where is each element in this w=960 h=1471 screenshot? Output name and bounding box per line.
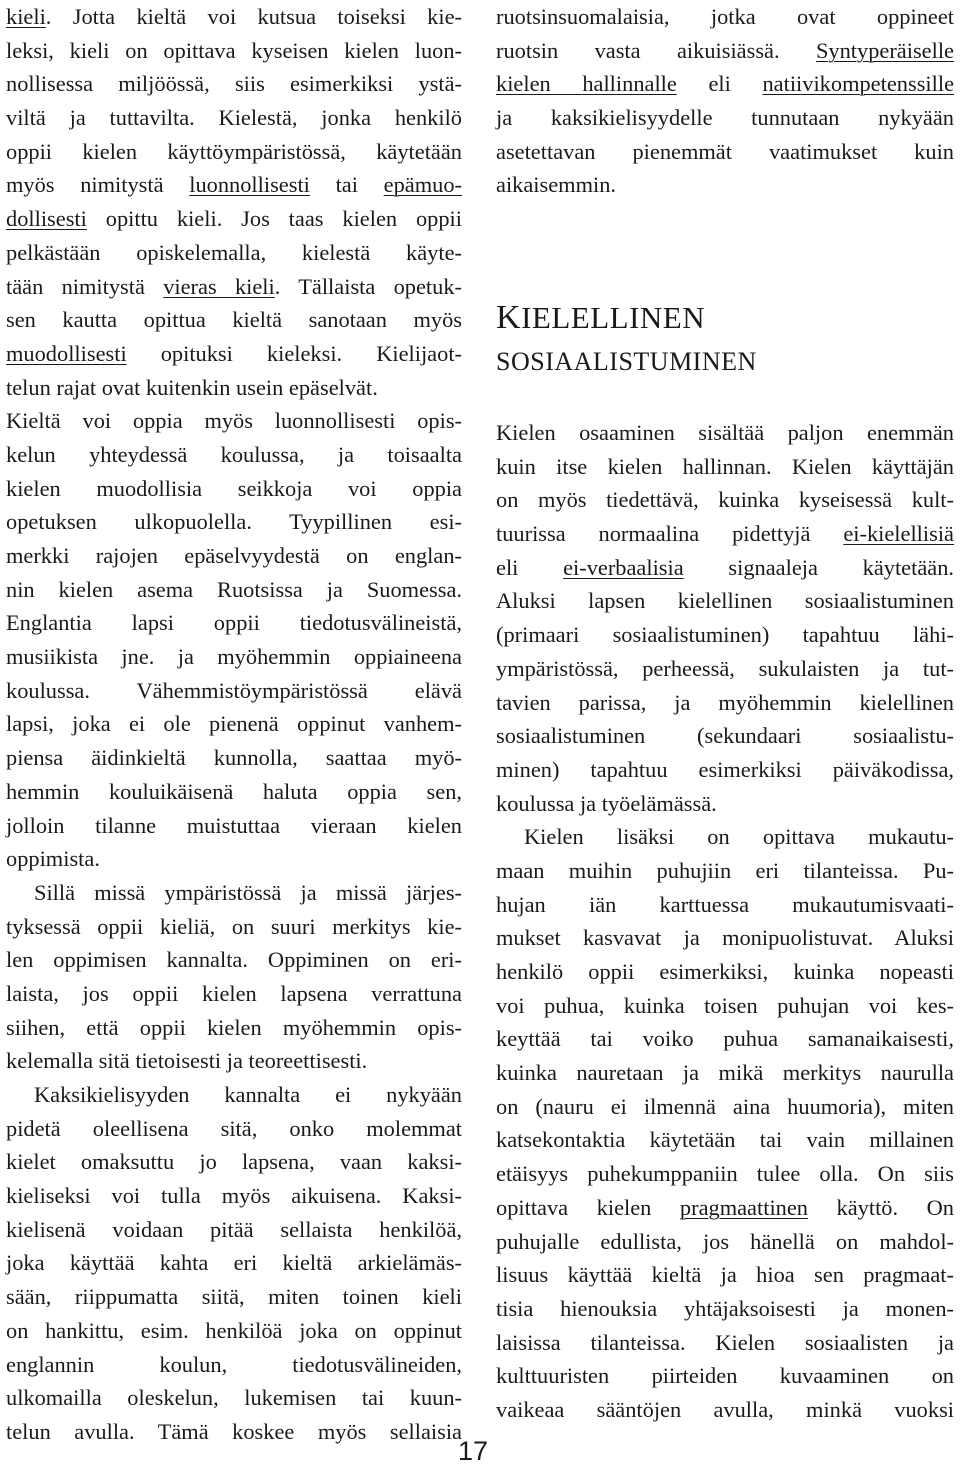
text-segment: lapsi, joka ei ole pienenä oppinut vanhem- — [6, 711, 462, 737]
text-segment: tisia hienouksia yhtäjaksoisesti ja monen- — [496, 1295, 954, 1321]
text-line — [6, 505, 462, 539]
text-segment: Kaksikielisyyden kannalta ei nykyään — [34, 1082, 462, 1107]
text-line — [6, 1348, 462, 1382]
text-segment: pelkästään opiskelemalla, kielestä käyte- — [6, 239, 462, 265]
text-line — [496, 551, 954, 585]
text-segment: myös nimitystä — [6, 172, 190, 198]
text-line — [6, 1415, 462, 1449]
text-line — [496, 854, 954, 888]
text-segment: tään nimitystä — [6, 273, 164, 299]
text-segment: koulussa. Vähemmistöympäristössä elävä — [6, 677, 462, 703]
text-segment: tuurissa normaalina pidettyjä — [496, 521, 844, 547]
section-heading — [496, 296, 757, 384]
text-segment: kulttuuristen piirteiden kuvaaminen on — [496, 1363, 954, 1389]
text-line — [496, 1191, 954, 1225]
text-segment: sen kautta opittua kieltä sanotaan myös — [6, 307, 462, 333]
page-number: 17 — [458, 1436, 489, 1466]
text-line — [6, 236, 462, 270]
text-line — [496, 34, 954, 68]
text-segment: keyttää tai voiko puhua samanaikaisesti, — [496, 1026, 954, 1052]
text-line — [496, 652, 954, 686]
text-segment: opittava kielen — [496, 1194, 680, 1220]
text-line — [496, 1393, 954, 1427]
text-segment: siihen, että oppii kielen myöhemmin opis- — [6, 1014, 462, 1040]
text-segment: tavien parissa, ja myöhemmin kielellinen — [496, 689, 954, 715]
text-line — [6, 270, 462, 304]
text-segment: mukset kasvavat ja monipuolistuvat. Aluksi — [496, 925, 954, 951]
paragraph-mukautuminen — [496, 820, 954, 1426]
text-line — [496, 67, 954, 101]
text-line — [496, 719, 954, 753]
text-segment: laisissa tilanteissa. Kielen sosiaalisten ja — [496, 1329, 954, 1355]
text-segment: kielisenä voidaan pitää sellaista henkilöä, — [6, 1216, 462, 1242]
text-line — [6, 539, 462, 573]
text-line — [6, 1381, 462, 1415]
text-segment: kielen muodollisia seikkoja voi oppia — [6, 475, 462, 501]
underlined-term: muodollisesti — [6, 340, 127, 366]
text-segment: telun avulla. Tämä koskee myös sellaisia — [6, 1418, 462, 1444]
text-segment: Kielen osaaminen sisältää paljon enemmän — [496, 420, 954, 445]
text-line — [6, 977, 462, 1011]
text-line — [496, 584, 954, 618]
text-segment: tai — [309, 172, 384, 198]
text-line — [496, 1359, 954, 1393]
text-line — [6, 809, 462, 843]
text-segment: katsekontaktia käytetään tai vain millainen — [496, 1127, 954, 1153]
text-line — [496, 955, 954, 989]
text-line — [496, 1123, 954, 1157]
underlined-term: pragmaattinen — [679, 1194, 808, 1220]
text-segment: eli — [676, 71, 763, 97]
text-segment: merkki rajojen epäselvyydestä on englan- — [6, 543, 462, 568]
text-line — [6, 741, 462, 775]
text-segment: maan muihin puhujiin eri tilanteissa. Pu- — [496, 857, 954, 883]
text-segment: Englantia lapsi oppii tiedotusvälineistä, — [6, 610, 462, 636]
underlined-term: luonnollisesti — [189, 172, 310, 198]
text-line — [496, 450, 954, 484]
text-line — [6, 67, 462, 101]
text-line — [6, 606, 462, 640]
text-line — [496, 1022, 954, 1056]
text-segment: Aluksi lapsen kielellinen sosiaalistuminen — [496, 588, 954, 614]
text-segment: kelun yhteydessä koulussa, ja toisaalta — [6, 441, 462, 467]
text-line — [6, 371, 462, 405]
text-line — [496, 483, 954, 517]
text-line — [496, 168, 954, 202]
text-line — [6, 1112, 462, 1146]
underlined-term: kieli — [6, 4, 46, 29]
text-line — [496, 416, 954, 450]
text-segment: telun rajat ovat kuitenkin usein epäselvät. — [6, 374, 378, 400]
text-segment: lisuus käyttää kieltä ja hioa sen pragmaat- — [496, 1262, 954, 1288]
text-line — [6, 1011, 462, 1045]
text-segment: kuin itse kielen hallinnan. Kielen käyttäjän — [496, 453, 954, 479]
text-segment: puhujalle edullista, jos hänellä on mahdol- — [496, 1228, 954, 1254]
text-segment: oppii kielen käyttöympäristössä, käytetään — [6, 138, 462, 164]
text-segment: kielet omaksuttu jo lapsena, vaan kaksi- — [6, 1149, 462, 1175]
text-line — [6, 404, 462, 438]
right-column-body — [496, 416, 954, 1427]
text-segment: hemmin kouluikäisenä haluta oppia sen, — [6, 778, 462, 804]
text-line — [6, 640, 462, 674]
text-line — [496, 0, 954, 34]
underlined-term: epämuo- — [383, 172, 462, 198]
text-segment: ja kaksikielisyydelle tunnutaan nykyään — [496, 105, 954, 131]
text-line — [6, 775, 462, 809]
text-segment: opituksi kieleksi. Kielijaot- — [126, 340, 462, 366]
text-line — [6, 303, 462, 337]
text-segment: sään, riippumatta siitä, miten toinen kieli — [6, 1284, 462, 1310]
text-line — [6, 1179, 462, 1213]
text-segment: on (nauru ei ilmennä aina huumoria), miten — [496, 1093, 954, 1119]
text-line — [496, 517, 954, 551]
text-segment: Sillä missä ympäristössä ja missä järjes- — [34, 879, 462, 905]
text-segment: nin kielen asema Ruotsissa ja Suomessa. — [6, 576, 462, 602]
text-segment: Kielen lisäksi on opittava mukautu- — [524, 824, 954, 850]
section-heading-line-1 — [496, 296, 757, 340]
text-line — [496, 1157, 954, 1191]
text-line — [496, 787, 954, 821]
text-segment: koulussa ja työelämässä. — [496, 790, 717, 816]
text-line — [496, 921, 954, 955]
text-segment: musiikista jne. ja myöhemmin oppiaineena — [6, 644, 462, 670]
underlined-term: vieras kieli — [163, 273, 275, 299]
text-line — [496, 1225, 954, 1259]
section-heading-line-2: SOSIAALISTUMINEN — [496, 347, 757, 376]
text-line — [496, 1090, 954, 1124]
text-line — [6, 842, 462, 876]
underlined-term: ei-verbaalisia — [563, 554, 684, 580]
heading-line1-rest: IELELLINEN — [521, 300, 706, 335]
underlined-term: kielen hallinnalle — [496, 71, 677, 97]
text-segment: leksi, kieli on opittava kyseisen kielen luon- — [6, 37, 462, 63]
text-line — [496, 618, 954, 652]
text-segment: hujan iän karttuessa mukautumisvaati- — [496, 891, 954, 917]
text-segment: nollisessa miljöössä, siis esimerkiksi ystä- — [6, 71, 462, 97]
text-segment: henkilö oppii esimerkiksi, kuinka nopeasti — [496, 959, 954, 984]
text-segment: opittu kieli. Jos taas kielen oppii — [86, 206, 462, 232]
text-segment: eli — [496, 554, 564, 580]
text-segment: joka käyttää kahta eri kieltä arkielämäs- — [6, 1250, 462, 1276]
text-line — [496, 686, 954, 720]
text-segment: ulkomailla oleskelun, lukemisen tai kuun- — [6, 1385, 462, 1411]
text-line — [6, 135, 462, 169]
text-segment: minen) tapahtuu esimerkiksi päiväkodissa, — [496, 756, 954, 782]
text-segment: pidetä oleellisena sitä, onko molemmat — [6, 1115, 462, 1141]
text-line — [496, 101, 954, 135]
text-segment: kuinka nauretaan ja mikä merkitys naurulla — [496, 1060, 954, 1086]
text-line — [6, 1314, 462, 1348]
text-segment: len oppimisen kannalta. Oppiminen on eri- — [6, 947, 462, 973]
text-segment: ympäristössä, perheessä, sukulaisten ja tut- — [496, 655, 954, 681]
text-segment: on myös tiedettävä, kuinka kyseisessä kult- — [496, 487, 954, 513]
text-segment: kieliseksi voi tulla myös aikuisena. Kaksi- — [6, 1183, 462, 1209]
text-line — [496, 135, 954, 169]
text-line — [496, 1056, 954, 1090]
text-segment: signaaleja käytetään. — [683, 554, 954, 580]
text-line — [6, 0, 462, 34]
text-segment: on hankittu, esim. henkilöä joka on oppinut — [6, 1317, 462, 1343]
text-segment: voi puhua, kuinka toisen puhujan voi kes- — [496, 992, 954, 1018]
text-line — [496, 1326, 954, 1360]
text-segment: opetuksen ulkopuolella. Tyypillinen esi- — [6, 509, 462, 535]
text-line — [6, 337, 462, 371]
text-line — [6, 1280, 462, 1314]
text-line — [6, 910, 462, 944]
text-line — [6, 1145, 462, 1179]
text-line — [6, 101, 462, 135]
text-line — [6, 1213, 462, 1247]
right-column-continuation — [496, 0, 954, 202]
text-segment: (primaari sosiaalistuminen) tapahtuu lähi- — [496, 622, 954, 648]
text-line — [496, 888, 954, 922]
text-segment: käyttö. On — [808, 1194, 955, 1220]
text-line — [6, 1246, 462, 1280]
text-line — [6, 876, 462, 910]
text-line — [496, 820, 954, 854]
text-segment: sosiaalistuminen (sekundaari sosiaalistu- — [496, 723, 954, 749]
underlined-term: Syntyperäiselle — [815, 37, 954, 63]
text-line — [496, 753, 954, 787]
text-line — [6, 472, 462, 506]
text-segment: Kieltä voi oppia myös luonnollisesti opis- — [6, 408, 462, 434]
text-segment: ruotsin vasta aikuisiässä. — [496, 37, 816, 63]
text-segment: jolloin tilanne muistuttaa vieraan kielen — [6, 812, 462, 838]
text-line — [496, 1292, 954, 1326]
text-segment: piensa äidinkieltä kunnolla, saattaa myö- — [6, 745, 462, 771]
text-segment: etäisyys puhekumppaniin tulee olla. On siis — [496, 1161, 954, 1187]
text-segment: vaikeaa sääntöjen avulla, minkä vuoksi — [496, 1396, 954, 1422]
text-line — [6, 1078, 462, 1112]
text-segment: . Jotta kieltä voi kutsua toiseksi kie- — [45, 4, 462, 29]
text-line — [6, 1044, 462, 1078]
text-segment: ruotsinsuomalaisia, jotka ovat oppineet — [496, 4, 954, 29]
text-line — [6, 438, 462, 472]
underlined-term: ei-kielellisiä — [843, 521, 954, 547]
text-line — [6, 943, 462, 977]
paragraph-sosiaalistuminen — [496, 416, 954, 820]
text-line — [6, 202, 462, 236]
text-segment: oppimista. — [6, 846, 100, 872]
text-line — [6, 707, 462, 741]
text-segment: . Tällaista opetuk- — [274, 273, 462, 299]
text-segment: englannin koulun, tiedotusvälineiden, — [6, 1351, 462, 1377]
text-segment: tyksessä oppii kieliä, on suuri merkitys kie- — [6, 913, 462, 939]
left-column — [6, 0, 462, 1449]
text-line — [6, 674, 462, 708]
text-line — [496, 1258, 954, 1292]
text-line — [6, 168, 462, 202]
text-line — [6, 573, 462, 607]
text-line — [496, 989, 954, 1023]
underlined-term: natiivikompetenssille — [762, 71, 955, 97]
text-line — [6, 34, 462, 68]
text-segment: kelemalla sitä tietoisesti ja teoreettisesti. — [6, 1048, 368, 1074]
text-segment: laista, jos oppii kielen lapsena verrattuna — [6, 980, 462, 1006]
text-segment: asetettavan pienemmät vaatimukset kuin — [496, 138, 954, 164]
text-segment: aikaisemmin. — [496, 172, 617, 198]
text-segment: viltä ja tuttavilta. Kielestä, jonka henkilö — [6, 105, 462, 131]
heading-initial: K — [496, 299, 522, 336]
underlined-term: dollisesti — [6, 206, 87, 232]
